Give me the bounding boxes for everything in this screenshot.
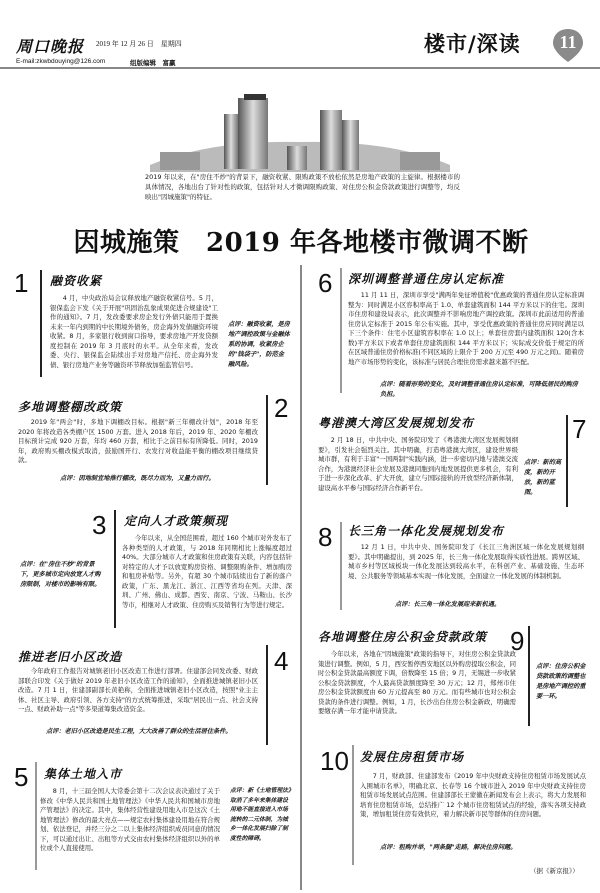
section-title: 楼市/深读	[424, 31, 521, 56]
article-title: 定向人才政策频现	[124, 514, 229, 528]
article-body: 7 月，财政部、住建部发布《2019 年中央财政支持住房租赁市场发展试点入围城市名单》，明确北京、长春等 16 个城市进入 2019 年中央财政支持住房租赁市场发展试点范围。住建部部长王蒙徽在新闻发布会上表示，将大力发展和培育住房租赁市场，总结推广 12 个城市住房租赁试点的经验，落实各项支持政策，增加租赁住房有效供应，着力解决新市民等群体的住房问题。	[360, 772, 586, 818]
column-rule	[528, 626, 530, 726]
article-body: 11 月 11 日，深圳市享受"满两年免征增值税"优惠政策的普通住房认定标准调整为：同时满足小区容积率高于 1.0、单套建筑面积 144 平方米以下的住宅。深圳市住房和建设局表示，此次调整并不影响房地产调控政策。深圳市此前适用的普通住房认定标准于 2015 年公布实施。其中，享受优惠政策的普通住房应同时满足以下三个条件：住宅小区建筑容积率在 1.0 以上；单套住房套内建筑面积 120(含本数)平方米以下或者单套住房建筑面积 144 平方米以下；实际成交价低于规定的所在区域普通住房价格标准(不同区域的上限介于 200 万元至 490 万元之间)。随着房地产市场形势的变化，该标准与居民合理住房需求越来越不匹配。	[348, 291, 584, 366]
article-comment: 点评：租购并举，"两条腿"走路，解决住房问题。	[380, 844, 517, 851]
contact-email: E-mail:zkwbdouying@126.com	[16, 58, 106, 65]
article-body: 2 月 18 日，中共中央、国务院印发了《粤港澳大湾区发展规划纲要》，引发社会强烈关注。其中明确，打造粤港澳大湾区，建设世界级城市群，有利于丰富"一国两制"实践内涵，进一步密切内地与港澳交流合作，为港澳经济社会发展及港澳同胞到内地发展提供更多机会，有利于进一步深化改革、扩大开放，建立与国际接轨的开放型经济新体制，建设高水平参与国际经济合作新平台。	[318, 436, 518, 492]
article-title: 融资收紧	[50, 274, 103, 288]
article-comment: 点评：长三角一体化发展迎来新机遇。	[395, 601, 501, 608]
item-number: 6	[318, 268, 333, 298]
article-body: 2019 年"两会"时，多地下调棚改目标。根据"新三年棚改计划"，2018 年至 2020 年将改造各类棚户区 1500 万套。进入 2018 年后，2019 年、2020 年棚改目标预计完成 920 万套，年均 460 万套，相比于之前目标有所降低。同时，2019 年，政府购买棚改模式取消，鼓励国开行、农发行对收益能平衡的棚改项目继续贷款。	[18, 418, 258, 464]
article-title: 长三角一体化发展规划发布	[348, 524, 505, 538]
item-number: 9	[510, 626, 525, 656]
header-divider	[0, 67, 600, 69]
column-rule	[566, 415, 568, 507]
article-comment: 点评：因地制宜地推行棚改，既尽力而为，又量力而行。	[60, 475, 215, 482]
article-comment: 点评：住房公积金贷款政策的调整也是房地产调控的重要一环。	[536, 663, 586, 700]
item-number: 10	[320, 746, 349, 776]
article-comment: 点评：新的高度，新的开放，新的蓝图。	[524, 459, 562, 496]
item-number: 8	[318, 522, 333, 552]
column-rule	[340, 268, 342, 393]
column-rule	[266, 395, 268, 485]
main-headline: 因城施策 2019 年各地楼市微调不断	[73, 228, 529, 258]
page-number-badge	[550, 27, 586, 63]
article-body: 4 月，中央政治局会议释放地产融资收紧信号。5 月，银保监会下发《关于开展"巩固治乱象成果促进合规建设"工作的通知》。7 月，发改委要求房企发行外债只能用于置换未来一年内到期的中长期境外债务，房企海外发债融资环境收紧。8 月，多家银行收到窗口指导，要求房地产开发贷额度控制在 2019 年 3 月底时的水平。从全年来看，发改委、央行、银保监会陆续出手对房地产信托、房企海外发债、银行房地产业务等融资环节释放加强监管信号。	[50, 294, 218, 369]
item-number: 4	[274, 646, 289, 676]
intro-paragraph: 2019 年以来，在"房住不炒"的背景下，融资收紧、限购政策不放松依然是房地产政策的主旋律。根据楼市的具体情况，各地出台了针对性的政策，包括针对人才微调限购政策、对住房公积金贷款政策进行调整等，均反映出"因城施策"的特征。	[145, 173, 460, 201]
layout-editor: 组版编辑 富赢	[130, 59, 176, 67]
column-rule	[352, 745, 354, 865]
article-body: 12 月 1 日，中共中央、国务院印发了《长江三角洲区域一体化发展规划纲要》。其中明确提出，到 2025 年，长三角一体化发展取得实质性进展。跨界区域、城市乡村等区域板块一体化发展达到较高水平，在科创产业、基础设施、生态环境、公共服务等领域基本实现一体化发展，全面建立一体化发展的体制机制。	[348, 543, 584, 580]
column-rule	[40, 270, 42, 377]
item-number: 1	[14, 268, 29, 298]
item-number: 2	[274, 393, 289, 423]
article-comment: 点评：在"房住不炒"的背景下，更多城市定向放宽人才购房限制，对楼市的影响有限。	[20, 561, 101, 588]
article-body: 今年以来，从全国范围看，超过 160 个城市对外发布了各种类型的人才政策，与 2018 年同期相比上涨幅度超过 40%。大部分城市人才政策和住房政策有关联，内容包括针对特定的人才予以放宽购房资格、调整限购条件、增加购房和租房补贴等。另外，有超 30 个城市陆续出台了新的落户政策，广东、黑龙江、浙江、江西等省均在列。天津、深圳、广州、佛山、成都、西安、南京、宁波、马鞍山、长沙等市，相继对人才政策、住房购买及销售行为等进行规定。	[122, 534, 292, 609]
article-body: 今年政府工作报告对城镇老旧小区改造工作进行部署。住建部会同发改委、财政部联合印发《关于做好 2019 年老旧小区改造工作的通知》，全面推进城镇老旧小区改造。7 月 1 日，住建部副部长黄艳称，全面推进城镇老旧小区改造，按照"业主主体、社区主导、政府引领、各方支持"的方式统筹推进，采取"居民出一点、社会支持一点、财政补助一点"等多渠道筹集改造资金。	[18, 667, 258, 713]
page-number: 11	[559, 32, 577, 52]
column-rule	[35, 762, 37, 870]
article-title: 各地调整住房公积金贷款政策	[318, 630, 488, 644]
city-skyline-illustration	[150, 70, 450, 172]
article-title: 多地调整棚改政策	[18, 400, 123, 414]
source-credit: （据《新京报》）	[530, 867, 579, 875]
column-rule	[340, 522, 342, 610]
article-title: 推进老旧小区改造	[18, 650, 123, 664]
newspaper-logo: 周口晚报	[16, 37, 85, 56]
article-comment: 点评：新《土地管理法》取消了多年来集体建设用地不能直接进入市场流转的二元体制，为城乡一体化发展扫除了制度性的障碍。	[230, 788, 291, 842]
article-comment: 点评：融资收紧，是房地产调控政策与金融体系的协调，收紧房企的"钱袋子"，防范金融风险。	[228, 321, 290, 368]
article-title: 粤港澳大湾区发展规划发布	[318, 416, 475, 430]
article-body: 8 月，十三届全国人大常委会第十二次会议表决通过了关于修改《中华人民共和国土地管理法》《中华人民共和国城市房地产管理法》的决定。其中，集体经营性建设用地入市是这次《土地管理法》修改的最大亮点——规定农村集体建设用地在符合规划、依法登记，并经三分之二以上集体经济组织成员同意的情况下，可以通过出让、出租等方式交由农村集体经济组织以外的单位或个人直接使用。	[40, 787, 220, 852]
article-title: 深圳调整普通住房认定标准	[348, 272, 505, 286]
item-number: 3	[92, 510, 107, 540]
item-number: 7	[572, 414, 587, 444]
issue-date: 2019 年 12 月 26 日 星期四	[96, 40, 182, 48]
right-frame-rule	[300, 265, 304, 890]
column-rule	[266, 645, 268, 745]
article-comment: 点评：老旧小区改造是民生工程，大大改善了群众的生活居住条件。	[46, 728, 232, 735]
item-number: 5	[14, 762, 29, 792]
article-comment: 点评：随着形势的变化，及时调整普通住房认定标准，可降低居民的购房负担。	[380, 381, 578, 398]
column-rule	[114, 510, 116, 628]
article-title: 集体土地入市	[44, 767, 123, 781]
article-body: 今年以来，各地在"因城施策"政策的指导下，对住房公积金贷款政策进行调整。例如，5 月，西安暂停西安地区以外购房提取公积金，同时公积金贷款最高额度下调，倍数降至 15 倍；9 月，无锡进一步收紧公积金贷款额度，个人最高贷款额度降至 30 万元；12 月，郑州市住房公积金贷款额度由 60 万元提高至 80 万元。而有些城市也对公积金贷款的条件进行调整。例如，1 月，长沙出台住房公积金新政，明确需要缴存满一年才能申请贷款。	[318, 650, 516, 715]
article-title: 发展住房租赁市场	[360, 750, 465, 764]
